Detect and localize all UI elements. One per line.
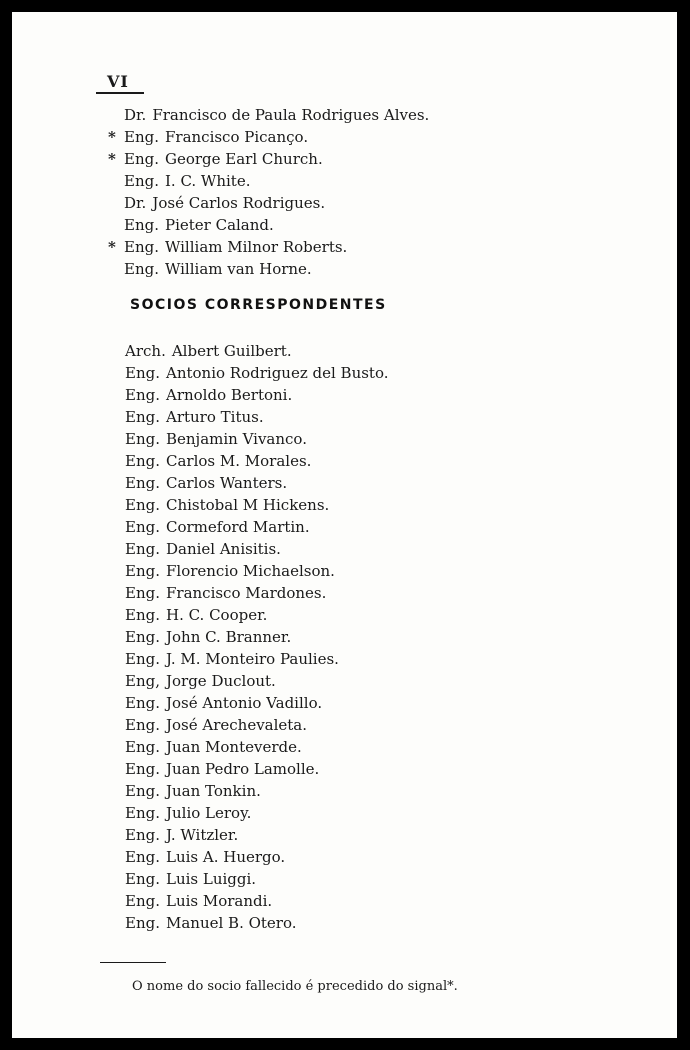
- correspondent-name: Albert Guilbert.: [171, 342, 292, 360]
- correspondent-name: Chistobal M Hickens.: [165, 496, 330, 514]
- correspondent-name: Francisco Mardones.: [165, 584, 327, 602]
- correspondent-entry: [125, 912, 297, 934]
- correspondent-title: Eng.: [125, 408, 160, 426]
- correspondent-entry: [125, 604, 267, 626]
- correspondent-name: Luis Morandi.: [165, 892, 273, 910]
- correspondent-title: Eng.: [125, 760, 160, 778]
- correspondent-name: Juan Monteverde.: [165, 738, 302, 756]
- correspondent-title: Eng.: [125, 452, 160, 470]
- correspondent-name: Benjamin Vivanco.: [165, 430, 307, 448]
- correspondent-name: Carlos Wanters.: [165, 474, 288, 492]
- correspondent-entry: [125, 406, 264, 428]
- correspondent-name: José Arechevaleta.: [165, 716, 308, 734]
- member-name: Pieter Caland.: [164, 216, 274, 234]
- correspondent-title: Eng.: [125, 716, 160, 734]
- correspondent-entry: [125, 802, 251, 824]
- member-title: Eng.: [124, 172, 159, 190]
- member-title: Dr.: [124, 194, 147, 212]
- correspondent-name: Florencio Michaelson.: [165, 562, 335, 580]
- correspondent-entry: [125, 846, 285, 868]
- member-name: William Milnor Roberts.: [164, 238, 348, 256]
- correspondent-entry: [125, 824, 238, 846]
- correspondent-name: Luis A. Huergo.: [165, 848, 286, 866]
- correspondent-entry: [125, 692, 322, 714]
- member-entry: [108, 258, 312, 280]
- member-name: I. C. White.: [164, 172, 251, 190]
- correspondent-title: Eng.: [125, 848, 160, 866]
- member-title: Dr.: [124, 106, 147, 124]
- correspondent-name: Arnoldo Bertoni.: [165, 386, 293, 404]
- correspondent-entry: [125, 362, 389, 384]
- correspondent-name: Juan Pedro Lamolle.: [165, 760, 320, 778]
- correspondent-entry: [125, 714, 307, 736]
- member-entry: [108, 170, 250, 192]
- footnote-separator: [100, 962, 166, 963]
- member-name: George Earl Church.: [164, 150, 323, 168]
- correspondent-entry: [125, 780, 261, 802]
- correspondent-name: Daniel Anisitis.: [165, 540, 281, 558]
- correspondent-entry: [125, 494, 329, 516]
- member-title: Eng.: [124, 150, 159, 168]
- correspondent-title: Eng,: [125, 672, 160, 690]
- correspondent-entry: [125, 538, 281, 560]
- correspondent-entry: [125, 428, 307, 450]
- correspondent-name: Manuel B. Otero.: [165, 914, 297, 932]
- correspondent-name: Julio Leroy.: [165, 804, 252, 822]
- correspondent-entry: [125, 648, 339, 670]
- correspondent-name: Luis Luiggi.: [165, 870, 257, 888]
- member-title: Eng.: [124, 238, 159, 256]
- correspondent-title: Eng.: [125, 650, 160, 668]
- correspondent-title: Eng.: [125, 562, 160, 580]
- correspondent-title: Eng.: [125, 430, 160, 448]
- correspondent-title: Eng.: [125, 804, 160, 822]
- correspondent-entry: [125, 582, 326, 604]
- correspondent-title: Arch.: [125, 342, 166, 360]
- correspondent-title: Eng.: [125, 496, 160, 514]
- document-page: [12, 12, 677, 1038]
- correspondent-entry: [125, 758, 319, 780]
- deceased-mark: *: [108, 128, 116, 146]
- correspondent-entry: [125, 384, 292, 406]
- correspondent-name: Carlos M. Morales.: [165, 452, 312, 470]
- correspondent-entry: [125, 868, 256, 890]
- member-entry: [108, 214, 274, 236]
- section-heading: SOCIOS CORRESPONDENTES: [130, 297, 387, 313]
- correspondent-title: Eng.: [125, 914, 160, 932]
- correspondent-name: J. Witzler.: [165, 826, 239, 844]
- correspondent-title: Eng.: [125, 364, 160, 382]
- correspondent-name: Cormeford Martin.: [165, 518, 310, 536]
- correspondent-entry: [125, 340, 292, 362]
- member-title: Eng.: [124, 216, 159, 234]
- correspondent-entry: [125, 890, 272, 912]
- correspondent-name: Juan Tonkin.: [165, 782, 261, 800]
- page-number: VI: [107, 72, 129, 91]
- deceased-mark: *: [108, 150, 116, 168]
- member-entry: [108, 126, 308, 148]
- correspondent-title: Eng.: [125, 540, 160, 558]
- correspondent-entry: [125, 560, 335, 582]
- correspondent-title: Eng.: [125, 738, 160, 756]
- member-name: José Carlos Rodrigues.: [152, 194, 326, 212]
- correspondent-name: Arturo Titus.: [165, 408, 264, 426]
- correspondent-entry: [125, 516, 310, 538]
- correspondent-entry: [125, 670, 276, 692]
- correspondent-name: José Antonio Vadillo.: [165, 694, 323, 712]
- correspondent-name: Jorge Duclout.: [165, 672, 276, 690]
- member-name: William van Horne.: [164, 260, 312, 278]
- correspondent-name: Antonio Rodriguez del Busto.: [165, 364, 389, 382]
- member-entry: [108, 104, 429, 126]
- correspondent-title: Eng.: [125, 870, 160, 888]
- correspondent-title: Eng.: [125, 386, 160, 404]
- footnote: O nome do socio fallecido é precedido do signal*.: [132, 979, 458, 994]
- correspondent-title: Eng.: [125, 782, 160, 800]
- correspondent-title: Eng.: [125, 694, 160, 712]
- member-name: Francisco de Paula Rodrigues Alves.: [152, 106, 430, 124]
- correspondent-entry: [125, 450, 311, 472]
- correspondent-name: J. M. Monteiro Paulies.: [165, 650, 339, 668]
- correspondent-title: Eng.: [125, 584, 160, 602]
- member-entry: [108, 236, 347, 258]
- correspondent-title: Eng.: [125, 518, 160, 536]
- correspondent-entry: [125, 472, 287, 494]
- correspondent-title: Eng.: [125, 892, 160, 910]
- correspondent-title: Eng.: [125, 474, 160, 492]
- member-title: Eng.: [124, 128, 159, 146]
- deceased-mark: *: [108, 238, 116, 256]
- member-entry: [108, 192, 325, 214]
- page-number-underline: [96, 92, 144, 94]
- correspondent-title: Eng.: [125, 628, 160, 646]
- correspondent-title: Eng.: [125, 606, 160, 624]
- correspondent-name: H. C. Cooper.: [165, 606, 268, 624]
- member-name: Francisco Picanço.: [164, 128, 309, 146]
- correspondent-name: John C. Branner.: [165, 628, 292, 646]
- correspondent-title: Eng.: [125, 826, 160, 844]
- member-entry: [108, 148, 323, 170]
- member-title: Eng.: [124, 260, 159, 278]
- correspondent-entry: [125, 626, 291, 648]
- correspondent-entry: [125, 736, 302, 758]
